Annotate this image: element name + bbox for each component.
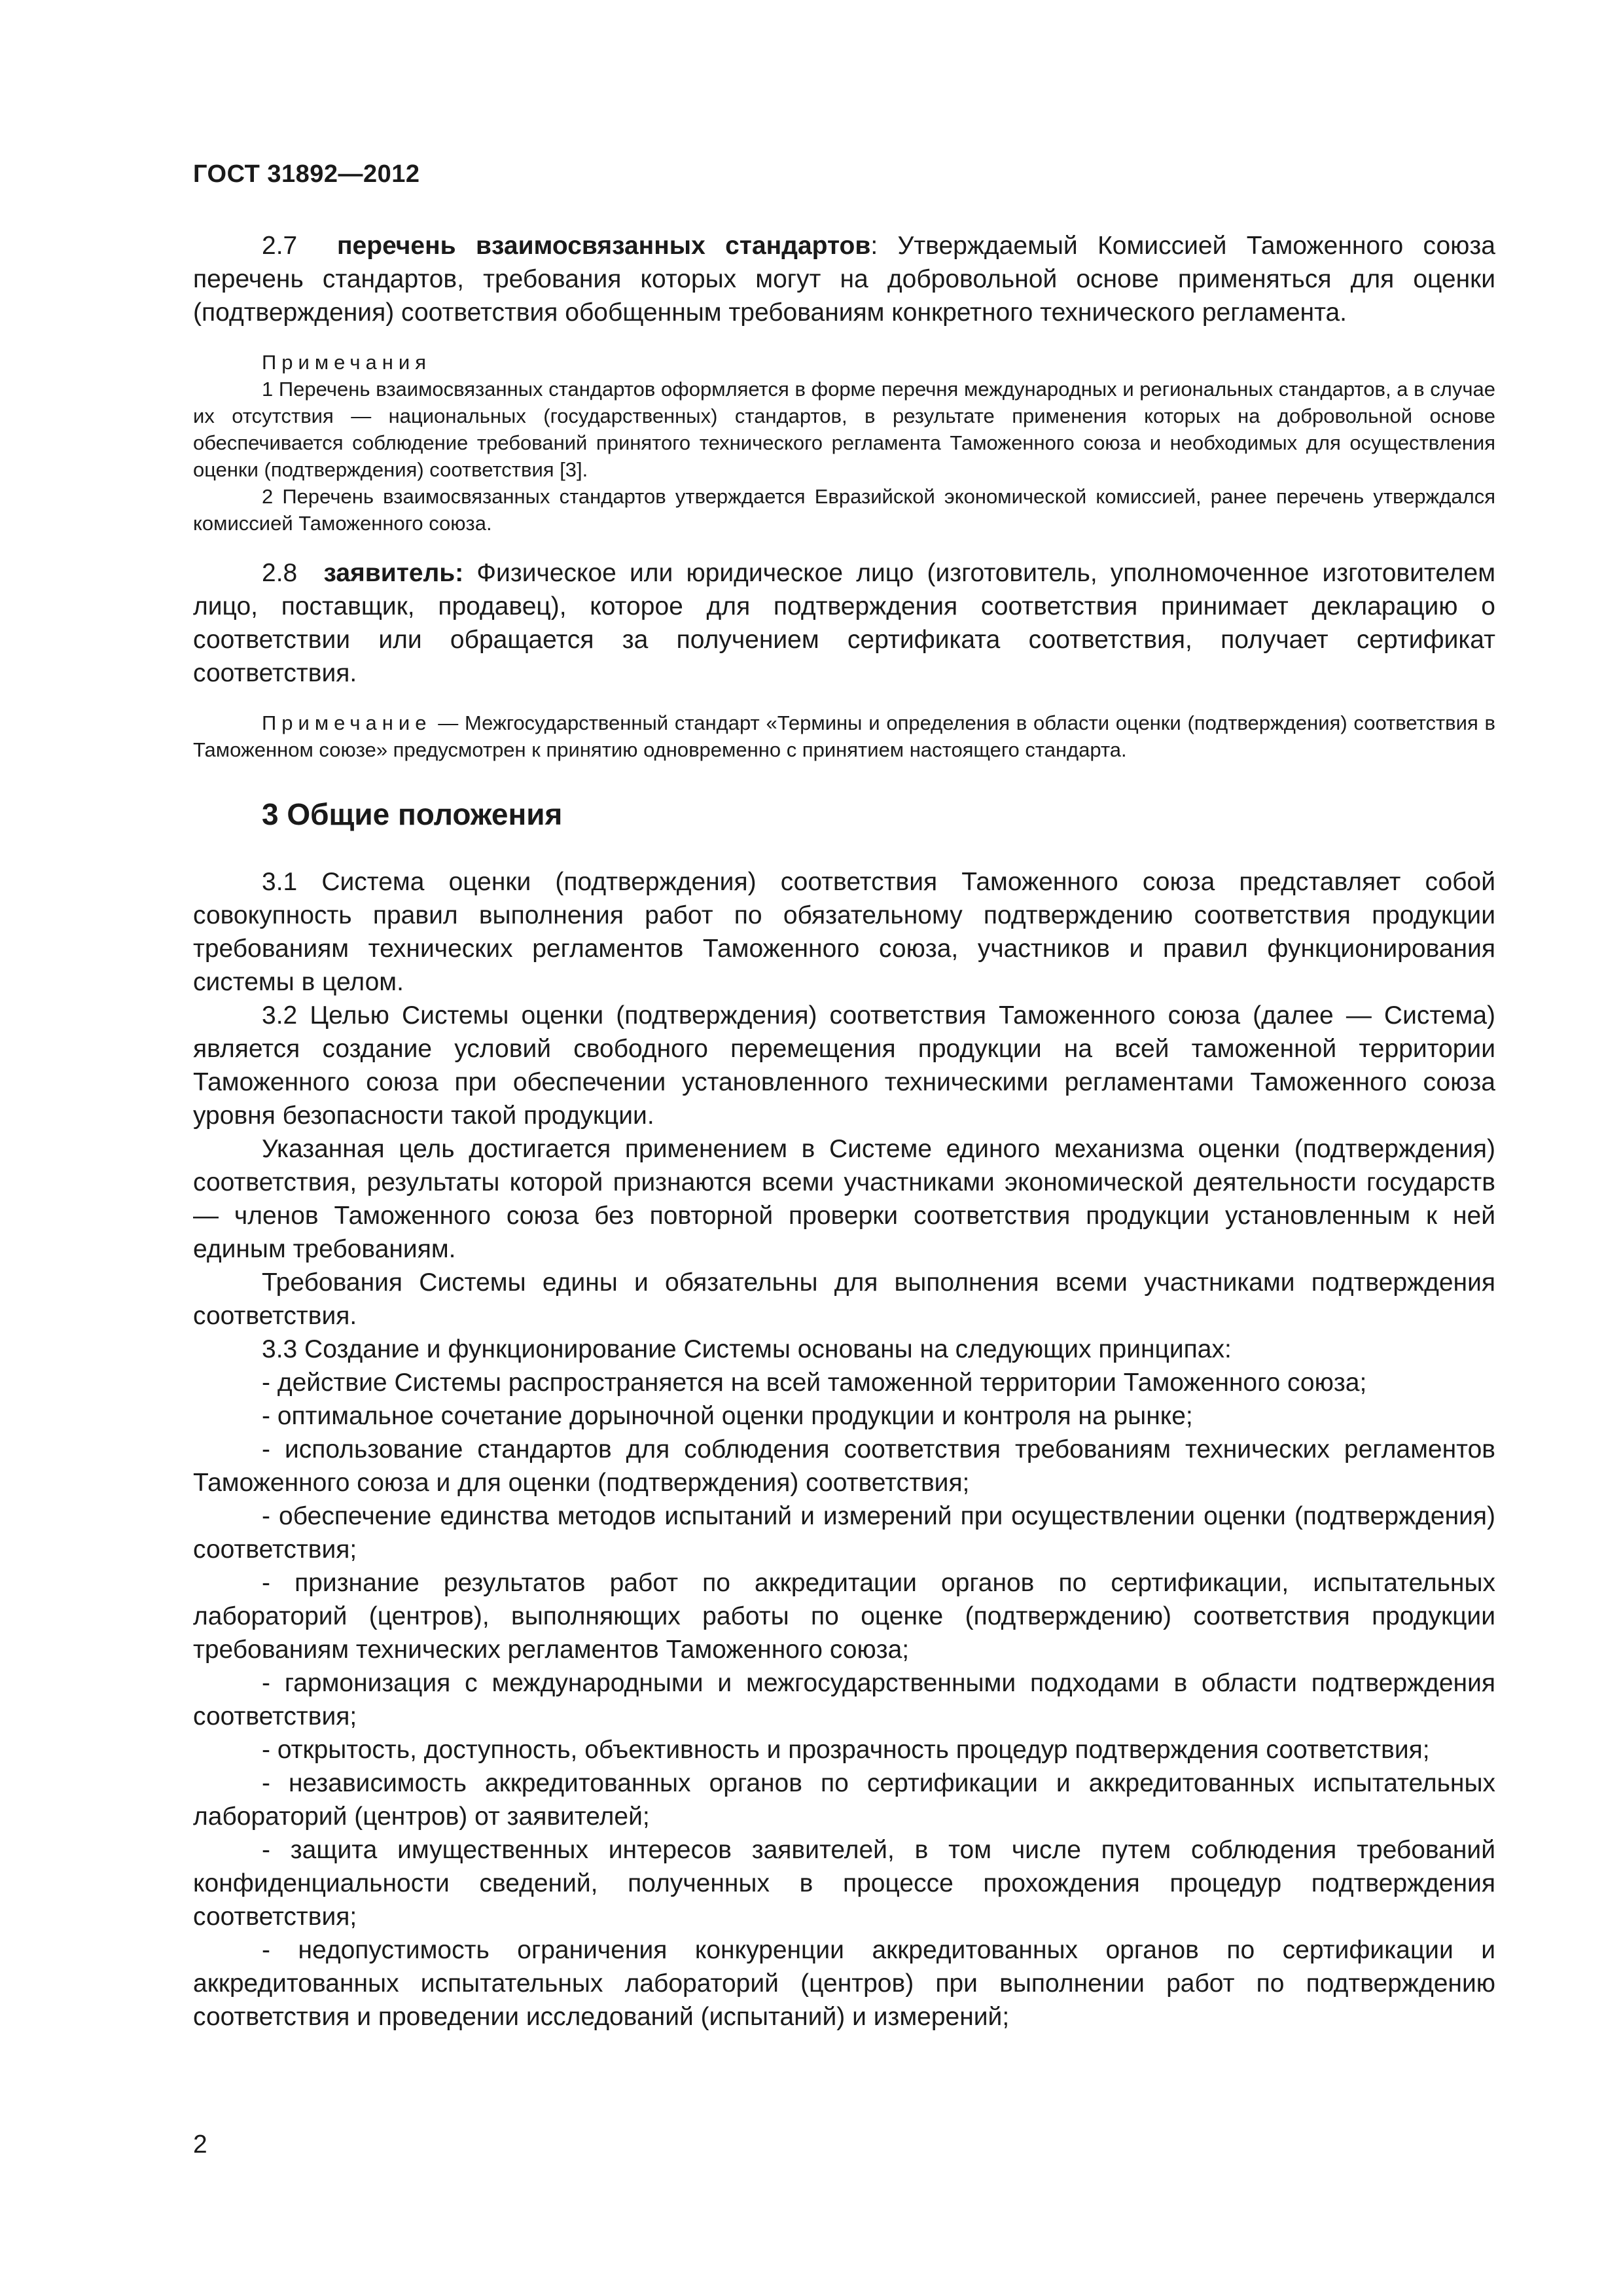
clause-term: заявитель:	[323, 559, 464, 587]
document-header: ГОСТ 31892—2012	[193, 160, 420, 188]
list-item: - независимость аккредитованных органов по сертификации и аккредитованных испытательных лабораторий (центров) от заявителей;	[193, 1769, 1495, 1831]
clause-2-8	[193, 556, 1495, 690]
list-item: - недопустимость ограничения конкуренции аккредитованных органов по сертификации и аккредитованных испытательных лабораторий (центров) при выполнении работ по подтверждению соответствия и проведении исследований (испытаний) и измерений;	[193, 1936, 1495, 2031]
note-label: Примечание	[262, 711, 432, 734]
list-item: - гармонизация с международными и межгосударственными подходами в области подтверждения соответствия;	[193, 1669, 1495, 1731]
list-item: - открытость, доступность, объективность и прозрачность процедур подтверждения соответствия;	[262, 1736, 1430, 1764]
note-3	[193, 709, 1495, 763]
clause-3-2-para-2: Указанная цель достигается применением в Системе единого механизма оценки (подтверждения) соответствия, результаты которой признаются всеми участниками экономической деятельности государств — членов Таможенного союза без повторной проверки соответствия продукции установленным к ней единым требованиям.	[193, 1135, 1495, 1263]
note-text: — Межгосударственный стандарт «Термины и определения в области оценки (подтверждения) соответствия в Таможенном союзе» предусмотрен к принятию одновременно с принятием настоящего стандарта.	[193, 711, 1495, 761]
clause-text: Физическое или юридическое лицо (изготовитель, уполномоченное изготовителем лицо, поставщик, продавец), которое для подтверждения соответствия принимает декларацию о соответствии или обращается за получением сертификата соответствия, получает сертификат соответствия.	[193, 559, 1496, 687]
clause-3-2-para-3: Требования Системы едины и обязательны для выполнения всеми участниками подтверждения соответствия.	[193, 1268, 1495, 1330]
clause-3-2: 3.2 Целью Системы оценки (подтверждения) соответствия Таможенного союза (далее — Система) является создание условий свободного перемещения продукции на всей таможенной территории Таможенного союза при обеспечении установленного техническими регламентами Таможенного союза уровня безопасности такой продукции.	[193, 1001, 1495, 1130]
list-item: - обеспечение единства методов испытаний и измерений при осуществлении оценки (подтверждения) соответствия;	[193, 1502, 1495, 1564]
clause-number: 2.8	[262, 559, 298, 587]
note-1: 1 Перечень взаимосвязанных стандартов оформляется в форме перечня международных и региональных стандартов, а в случае их отсутствия — национальных (государственных) стандартов, в результате применения которых на добровольной основе обеспечивается соблюдение требований принятого технического регламента Таможенного союза и необходимых для осуществления оценки (подтверждения) соответствия [3].	[193, 378, 1495, 481]
list-item: - защита имущественных интересов заявителей, в том числе путем соблюдения требований конфиденциальности сведений, полученных в процессе прохождения процедур подтверждения соответствия;	[193, 1836, 1495, 1931]
list-item: - признание результатов работ по аккредитации органов по сертификации, испытательных лабораторий (центров), выполняющих работы по оценке (подтверждению) соответствия продукции требованиям технических регламентов Таможенного союза;	[193, 1569, 1495, 1664]
section-title: 3 Общие положения	[262, 797, 563, 831]
page-number: 2	[193, 2130, 207, 2159]
list-item: - оптимальное сочетание дорыночной оценки продукции и контроля на рынке;	[262, 1402, 1193, 1430]
clause-number: 2.7	[262, 232, 298, 260]
notes-heading: Примечания	[262, 351, 431, 374]
clause-3-3: 3.3 Создание и функционирование Системы основаны на следующих принципах:	[262, 1335, 1232, 1363]
document-body	[193, 229, 1495, 2034]
clause-3-1: 3.1 Система оценки (подтверждения) соответствия Таможенного союза представляет собой совокупность правил выполнения работ по обязательному подтверждению соответствия продукции требованиям технических регламентов Таможенного союза, участников и правил функционирования системы в целом.	[193, 868, 1495, 996]
clause-2-7	[193, 229, 1495, 329]
note-2: 2 Перечень взаимосвязанных стандартов утверждается Евразийской экономической комиссией, ранее перечень утверждался комиссией Таможенного союза.	[193, 485, 1495, 535]
clause-term: перечень взаимосвязанных стандартов	[337, 232, 871, 260]
list-item: - действие Системы распространяется на всей таможенной территории Таможенного союза;	[262, 1369, 1367, 1397]
list-item: - использование стандартов для соблюдения соответствия требованиям технических регламентов Таможенного союза и для оценки (подтверждения) соответствия;	[193, 1435, 1495, 1497]
clause-text: : Утверждаемый Комиссией Таможенного союза перечень стандартов, требования которых могут на добровольной основе применяться для оценки (подтверждения) соответствия обобщенным требованиям конкретного технического регламента.	[193, 232, 1495, 327]
